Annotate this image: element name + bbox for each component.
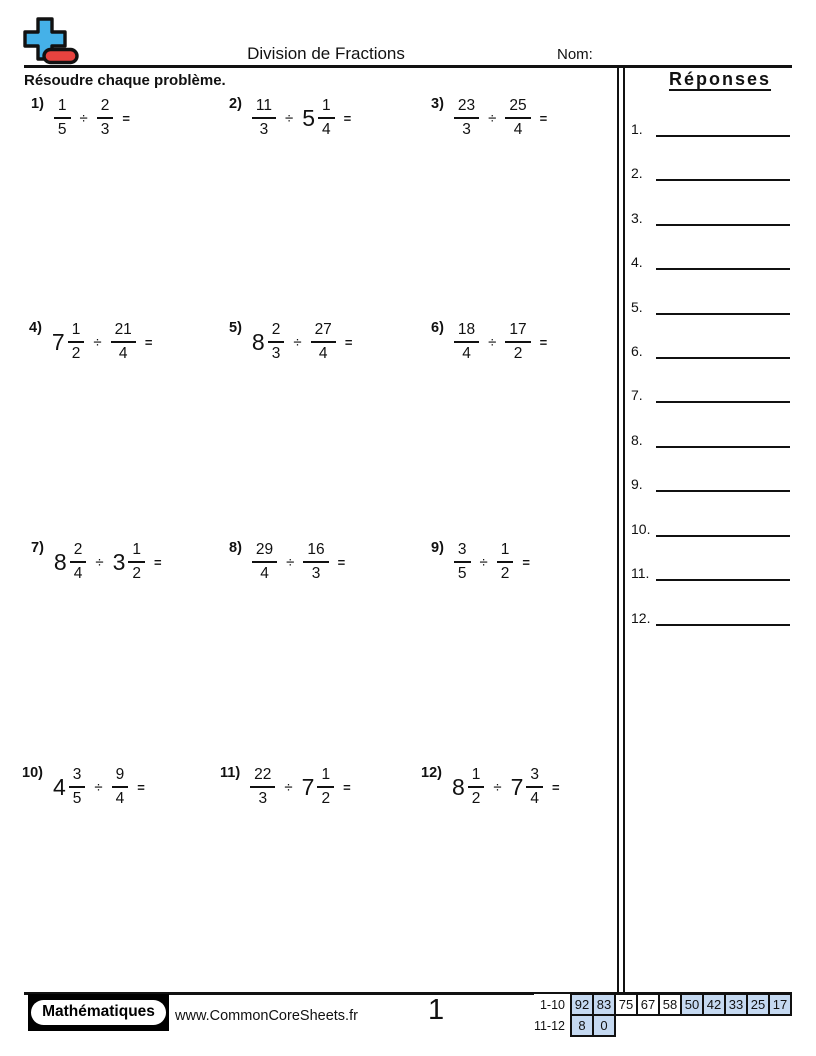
fraction (54, 97, 71, 139)
numerator: 27 (311, 321, 336, 343)
equals-sign: = (344, 334, 353, 350)
score-cell: 33 (725, 994, 747, 1015)
denominator: 4 (260, 565, 269, 582)
score-row-2 (534, 1015, 791, 1036)
numerator: 29 (252, 541, 277, 563)
answer-number: 7. (631, 387, 643, 403)
score-cell: 42 (703, 994, 725, 1015)
fraction (70, 541, 87, 583)
denominator: 4 (118, 345, 128, 362)
operand-1 (54, 541, 86, 583)
numerator: 1 (468, 766, 485, 788)
fraction (454, 321, 479, 363)
fraction (68, 321, 85, 363)
problem-number: 11) (220, 765, 241, 781)
numerator: 22 (250, 766, 275, 788)
operand-1 (53, 766, 85, 808)
equals-sign: = (122, 110, 130, 126)
denominator: 4 (530, 790, 540, 807)
problem-number: 10) (22, 765, 43, 781)
operand-2 (511, 766, 543, 808)
problem-6 (431, 316, 547, 368)
answer-blank-10[interactable] (656, 519, 790, 537)
denominator: 3 (100, 121, 110, 138)
problem-number: 2) (229, 96, 242, 112)
denominator: 4 (115, 790, 125, 807)
operand-2 (302, 766, 334, 808)
answers-divider (617, 67, 625, 993)
subject-badge (28, 994, 169, 1031)
equals-sign: = (552, 779, 560, 795)
fraction (318, 97, 335, 139)
fraction (250, 766, 275, 808)
divide-sign: ÷ (93, 333, 102, 351)
divide-sign: ÷ (479, 553, 488, 571)
numerator: 1 (128, 541, 145, 563)
fraction (252, 541, 277, 583)
score-cell: 8 (571, 1015, 593, 1036)
divide-sign: ÷ (94, 778, 103, 796)
equals-sign: = (539, 110, 548, 126)
numerator: 2 (70, 541, 87, 563)
numerator: 1 (68, 321, 85, 343)
problem-11 (220, 761, 351, 813)
answer-number: 10. (631, 521, 651, 537)
answer-number: 6. (631, 343, 643, 359)
score-row-1 (534, 994, 791, 1015)
numerator: 1 (318, 97, 335, 119)
answer-blank-7[interactable] (656, 385, 790, 403)
denominator: 2 (513, 345, 523, 362)
denominator: 5 (457, 565, 467, 582)
problem-3 (431, 92, 547, 144)
fraction (454, 97, 479, 139)
fraction (468, 766, 485, 808)
equals-sign: = (337, 554, 346, 570)
operand-2 (311, 321, 336, 363)
fraction (526, 766, 543, 808)
operand-1 (454, 541, 471, 583)
problem-number: 9) (431, 540, 444, 556)
instructions: Résoudre chaque problème. (24, 72, 226, 89)
answer-blank-11[interactable] (656, 563, 790, 581)
whole-number: 3 (112, 548, 126, 575)
fraction (317, 766, 334, 808)
answer-row-9 (631, 474, 790, 492)
denominator: 2 (71, 345, 81, 362)
denominator: 2 (471, 790, 481, 807)
denominator: 3 (271, 345, 281, 362)
problem-number: 7) (31, 540, 44, 556)
operand-2 (497, 541, 514, 583)
answer-blank-5[interactable] (656, 297, 790, 315)
operand-2 (505, 97, 530, 139)
answer-number: 9. (631, 476, 643, 492)
problem-number: 6) (431, 320, 444, 336)
answer-row-7 (631, 385, 790, 403)
operand-1 (252, 97, 276, 139)
problem-5 (229, 316, 352, 368)
divide-sign: ÷ (493, 778, 502, 796)
problem-1 (31, 92, 130, 144)
numerator: 25 (505, 97, 530, 119)
fraction (97, 97, 114, 139)
operand-2 (303, 541, 328, 583)
problem-number: 3) (431, 96, 444, 112)
score-cell: 0 (593, 1015, 615, 1036)
denominator: 3 (311, 565, 321, 582)
fraction (454, 541, 471, 583)
score-cell: 17 (769, 994, 791, 1015)
answer-blank-2[interactable] (656, 163, 790, 181)
denominator: 4 (318, 345, 328, 362)
operand-2 (111, 321, 136, 363)
answer-row-11 (631, 563, 790, 581)
numerator: 1 (497, 541, 514, 563)
score-cell: 75 (615, 994, 637, 1015)
denominator: 2 (132, 565, 141, 582)
fraction (505, 321, 530, 363)
divide-sign: ÷ (95, 553, 104, 571)
score-cell: 25 (747, 994, 769, 1015)
numerator: 17 (505, 321, 530, 343)
answer-number: 3. (631, 210, 643, 226)
equals-sign: = (539, 334, 548, 350)
equals-sign: = (153, 554, 162, 570)
fraction (497, 541, 514, 583)
numerator: 3 (454, 541, 471, 563)
denominator: 3 (259, 121, 269, 138)
whole-number: 4 (52, 773, 66, 800)
problem-7 (31, 536, 162, 588)
numerator: 16 (303, 541, 328, 563)
denominator: 5 (72, 790, 82, 807)
header-divider (24, 65, 792, 68)
whole-number: 7 (510, 773, 524, 800)
denominator: 3 (462, 121, 471, 138)
denominator: 4 (462, 345, 471, 362)
operand-1 (452, 766, 484, 808)
answer-number: 1. (631, 121, 643, 137)
equals-sign: = (522, 554, 530, 570)
answer-row-10 (631, 519, 790, 537)
equals-sign: = (343, 110, 352, 126)
denominator: 4 (322, 121, 331, 138)
operand-1 (252, 321, 284, 363)
operand-2 (302, 97, 334, 139)
answer-blank-8[interactable] (656, 430, 790, 448)
name-label[interactable]: Nom: (557, 46, 593, 63)
answer-row-8 (631, 430, 790, 448)
answer-blank-9[interactable] (656, 474, 790, 492)
score-range-label: 11-12 (534, 1015, 571, 1036)
answer-row-5 (631, 297, 790, 315)
answer-number: 11. (631, 565, 650, 581)
answer-row-6 (631, 341, 790, 359)
problem-number: 5) (229, 320, 242, 336)
problem-number: 1) (31, 96, 44, 112)
answers-heading: Réponses (668, 69, 772, 89)
numerator: 21 (111, 321, 136, 343)
answer-blank-1[interactable] (656, 119, 790, 137)
divide-sign: ÷ (293, 333, 302, 351)
answer-row-4 (631, 252, 790, 270)
operand-1 (454, 97, 479, 139)
answer-blank-12[interactable] (656, 608, 790, 626)
problem-2 (229, 92, 351, 144)
subject-badge-label: Mathématiques (31, 1000, 166, 1025)
fraction (252, 97, 276, 139)
whole-number: 8 (451, 773, 465, 800)
fraction (69, 766, 86, 808)
numerator: 18 (454, 321, 479, 343)
whole-number: 8 (53, 548, 67, 575)
fraction (303, 541, 328, 583)
divide-sign: ÷ (284, 778, 293, 796)
operand-1 (252, 541, 277, 583)
equals-sign: = (144, 334, 153, 350)
denominator: 4 (73, 565, 83, 582)
fraction (112, 766, 129, 808)
answer-blank-3[interactable] (656, 208, 790, 226)
operand-1 (52, 321, 84, 363)
answer-row-1 (631, 119, 790, 137)
answer-number: 8. (631, 432, 643, 448)
operand-2 (97, 97, 114, 139)
denominator: 2 (321, 790, 331, 807)
operand-2 (113, 541, 145, 583)
problem-10 (22, 761, 145, 813)
fraction (505, 97, 530, 139)
answer-blank-4[interactable] (656, 252, 790, 270)
divide-sign: ÷ (488, 333, 497, 351)
score-table (534, 993, 792, 1037)
numerator: 23 (454, 97, 479, 119)
score-cell: 50 (681, 994, 703, 1015)
numerator: 3 (69, 766, 86, 788)
denominator: 5 (57, 121, 67, 138)
numerator: 9 (112, 766, 129, 788)
divide-sign: ÷ (286, 553, 295, 571)
whole-number: 8 (251, 328, 265, 355)
score-cell: 92 (571, 994, 593, 1015)
problem-9 (431, 536, 530, 588)
fraction (311, 321, 336, 363)
answer-blank-6[interactable] (656, 341, 790, 359)
problem-number: 12) (421, 765, 442, 781)
denominator: 4 (513, 121, 523, 138)
divide-sign: ÷ (285, 109, 294, 127)
operand-1 (454, 321, 479, 363)
answer-number: 4. (631, 254, 643, 270)
score-cell: 67 (637, 994, 659, 1015)
answer-row-2 (631, 163, 790, 181)
operand-2 (112, 766, 129, 808)
whole-number: 7 (301, 773, 315, 800)
numerator: 11 (252, 97, 276, 119)
divide-sign: ÷ (79, 109, 88, 127)
answer-number: 2. (631, 165, 643, 181)
equals-sign: = (343, 779, 351, 795)
answer-number: 12. (631, 610, 651, 626)
fraction (128, 541, 145, 583)
numerator: 2 (268, 321, 285, 343)
numerator: 1 (317, 766, 334, 788)
whole-number: 7 (51, 328, 65, 355)
operand-1 (54, 97, 71, 139)
divide-sign: ÷ (488, 109, 497, 127)
answer-row-12 (631, 608, 790, 626)
numerator: 2 (97, 97, 114, 119)
fraction (268, 321, 285, 363)
score-range-label: 1-10 (534, 994, 571, 1015)
problem-number: 4) (29, 320, 42, 336)
operand-2 (505, 321, 530, 363)
numerator: 1 (54, 97, 71, 119)
score-cell: 83 (593, 994, 615, 1015)
problem-8 (229, 536, 345, 588)
problem-4 (29, 316, 152, 368)
website-link[interactable]: www.CommonCoreSheets.fr (175, 1008, 358, 1024)
denominator: 2 (500, 565, 510, 582)
fraction (111, 321, 136, 363)
denominator: 3 (258, 790, 268, 807)
numerator: 3 (526, 766, 543, 788)
equals-sign: = (137, 779, 145, 795)
answer-number: 5. (631, 299, 643, 315)
page-number: 1 (428, 994, 445, 1026)
whole-number: 5 (302, 104, 316, 131)
problem-12 (421, 761, 560, 813)
score-cell: 58 (659, 994, 681, 1015)
problem-number: 8) (229, 540, 242, 556)
page-title: Division de Fractions (247, 44, 405, 63)
operand-1 (250, 766, 275, 808)
answer-row-3 (631, 208, 790, 226)
